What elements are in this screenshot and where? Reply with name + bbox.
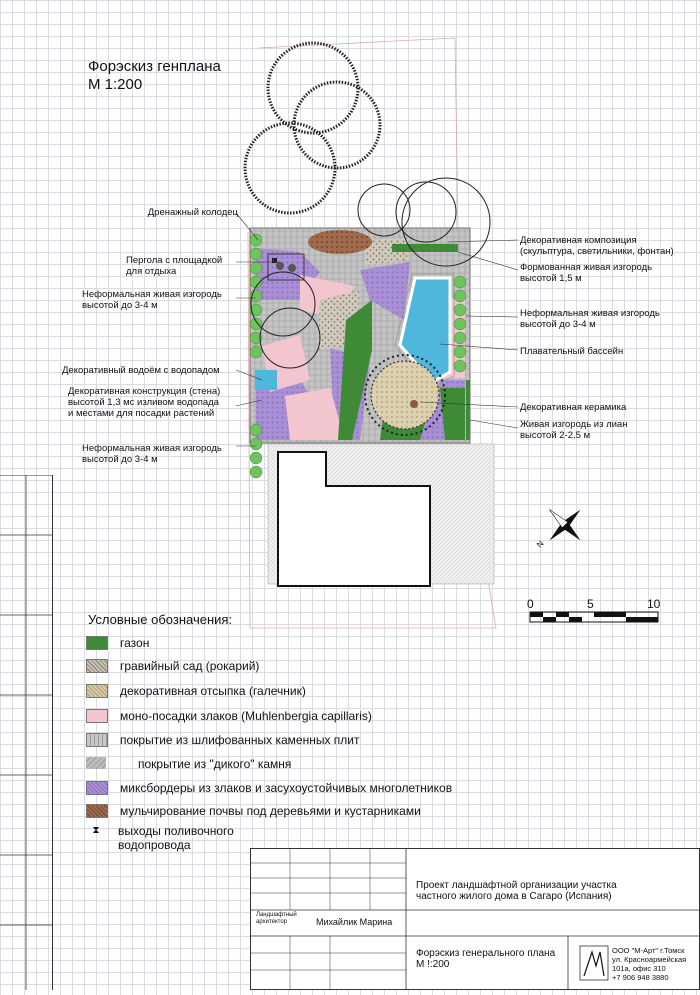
legend-item-mixborders: [86, 781, 452, 797]
callout-ceramics: Декоративная керамика: [520, 402, 627, 413]
irrigation-outlet-icon: ⧗: [92, 825, 100, 836]
scale-label-0: 0: [527, 597, 534, 611]
legend-title: Условные обозначения:: [88, 612, 233, 627]
plan-title-line1: Форэскиз генплана: [88, 58, 221, 75]
ceramics-pot: [410, 400, 418, 408]
legend-swatch: [86, 804, 108, 818]
legend-item-lawn: [86, 636, 149, 652]
legend-label: покрытие из "дикого" камня: [138, 757, 292, 771]
callout-hedge-left-bottom: Неформальная живая изгородь высотой до 3-4 м: [82, 443, 222, 465]
callout-hedge-right: Неформальная живая изгородь высотой до 3-4 м: [520, 308, 660, 330]
legend-item-pebble: [86, 684, 306, 700]
legend-label: покрытие из шлифованных каменных плит: [120, 733, 360, 747]
ceramics-circle: [371, 361, 439, 429]
legend-label: моно-посадки злаков (Muhlenbergia capillaris): [120, 709, 372, 723]
informal-hedge-left: [250, 234, 262, 478]
legend-item-wild-stone: [86, 757, 291, 773]
callout-decorative-wall: Декоративная конструкция (стена) высотой 1,3 мс изливом водопада и местами для посадки растений: [68, 386, 221, 419]
architect-name: Михайлик Марина: [316, 917, 393, 927]
margin-table: [0, 475, 53, 990]
legend-swatch: [86, 781, 108, 795]
callout-pond: Декоративный водоём с водопадом: [62, 365, 220, 376]
legend-label: гравийный сад (рокарий): [120, 659, 260, 673]
scale-label-10: 10: [647, 597, 661, 611]
project-title: Проект ландшафтной организации участка частного жилого дома в Сагаро (Испания): [416, 880, 617, 902]
sheet-title: Форэскиз генерального плана М !:200: [416, 948, 556, 970]
vine-hedge: [466, 380, 470, 440]
legend-item-irrigation: [86, 824, 234, 852]
legend-label: миксбордеры из злаков и засухоустойчивых многолетников: [120, 781, 453, 795]
decorative-pond: [255, 370, 277, 390]
scale-label-5: 5: [587, 597, 594, 611]
callout-pergola: Пергола с площадкой для отдыха: [126, 255, 223, 277]
legend-swatch: [86, 636, 108, 650]
callout-vine-hedge: Живая изгородь из лиан высотой 2-2,5 м: [520, 419, 628, 441]
callout-hedge-left-top: Неформальная живая изгородь высотой до 3-4 м: [82, 289, 222, 311]
legend-item-mulch: [86, 804, 421, 820]
legend-item-gravel: [86, 659, 259, 675]
svg-text:N: N: [535, 538, 546, 550]
legend-swatch: [86, 709, 108, 723]
legend-label: мульчирование почвы под деревьями и кустарниками: [120, 804, 421, 818]
margin-table-grid: [0, 475, 52, 990]
legend-swatch: [86, 659, 108, 673]
legend-item-stone-slabs: [86, 733, 360, 749]
scale-bar: [530, 612, 658, 622]
legend-swatch: [86, 733, 108, 747]
legend-label: декоративная отсыпка (галечник): [120, 684, 306, 698]
callout-pool: Плавательный бассейн: [520, 346, 624, 357]
architect-role: Ландшафтный архитектор: [256, 912, 297, 925]
callout-drainage-well: Дренажный колодец: [147, 207, 238, 218]
company-info: ООО "М-Арт" г.Томск ул. Красноармейская 101а, офис 310 +7 906 948 3880: [612, 946, 687, 982]
legend-swatch: [86, 684, 108, 698]
legend-swatch: [86, 757, 106, 769]
legend-label: газон: [120, 636, 150, 650]
legend-label: выходы поливочного водопровода: [118, 824, 234, 852]
legend-item-grass: [86, 709, 372, 725]
mulch-area: [308, 230, 372, 254]
callout-formal-hedge: Формованная живая изгородь высотой 1,5 м: [520, 262, 653, 284]
formal-hedge: [392, 244, 458, 252]
plan-scale-label: М 1:200: [88, 76, 143, 93]
callout-decorative-composition: Декоративная композиция (скульптура, светильники, фонтан): [520, 235, 674, 257]
